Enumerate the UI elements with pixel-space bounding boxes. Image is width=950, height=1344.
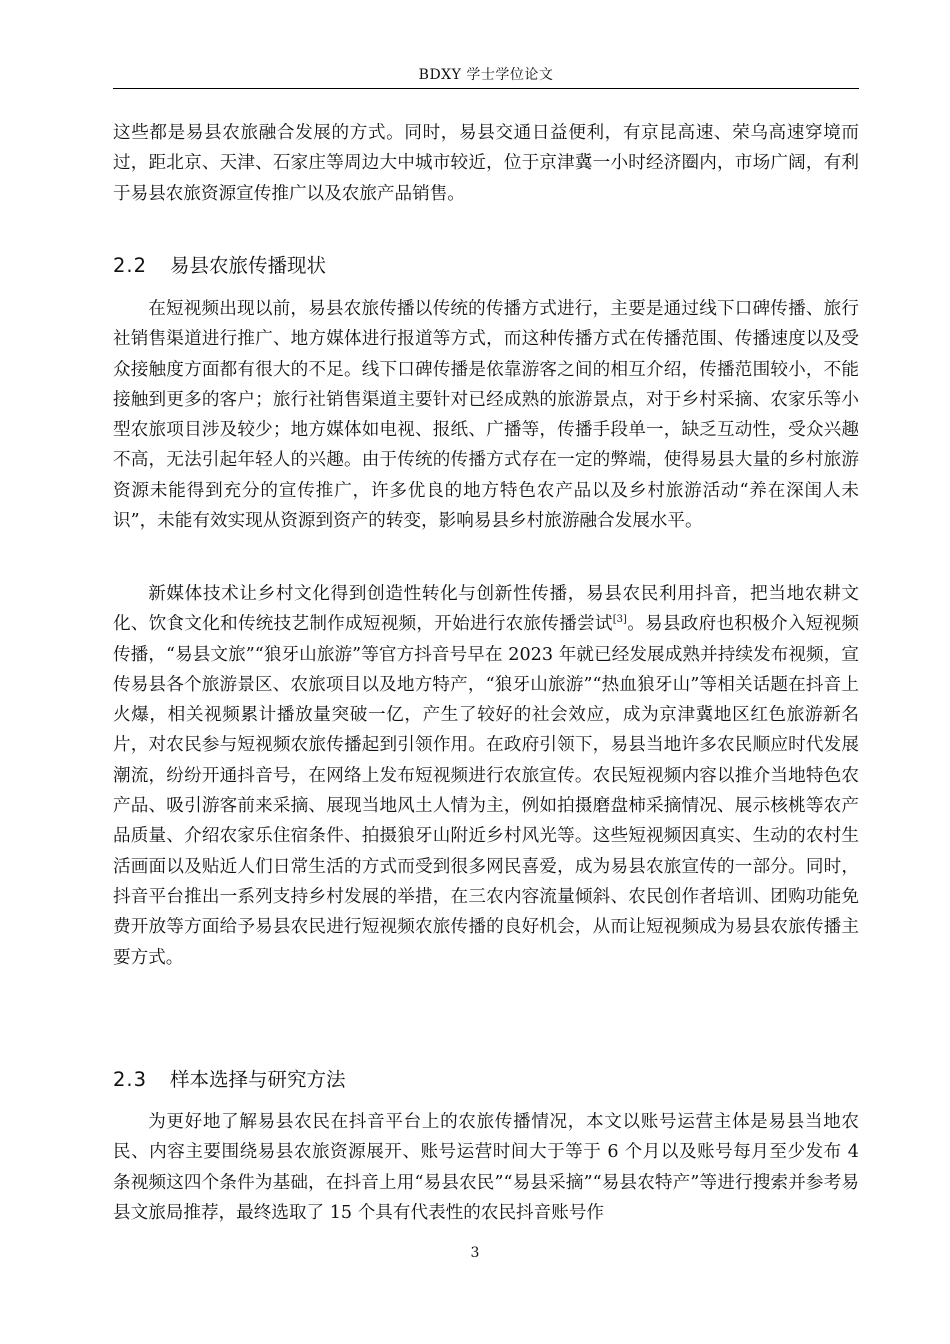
section-2-2-paragraph-2: [113, 579, 859, 973]
section-title: 样本选择与研究方法: [170, 1068, 346, 1091]
section-title: 易县农旅传播现状: [170, 254, 327, 277]
intro-continuation-paragraph: 这些都是易县农旅融合发展的方式。同时，易县交通日益便利，有京昆高速、荣乌高速穿境而过，距北京、天津、石家庄等周边大中城市较近，位于京津冀一小时经济圈内，市场广阔，有利于易县农旅资源宣传推广以及农旅产品销售。: [113, 123, 859, 204]
paragraph-text: 。易县政府也积极介入短视频传播，“易县文旅”“狼牙山旅游”等官方抖音号早在 2023 年就已经发展成熟并持续发布视频，宣传易县各个旅游景区、农旅项目以及地方特产，“狼牙山旅游”“热血狼牙山”等相关话题在抖音上火爆，相关视频累计播放量突破一亿，产生了较好的社会效应，成为京津冀地区红色旅游新名片，对农民参与短视频农旅传播起到引领作用。在政府引领下，易县当地许多农民顺应时代发展潮流，纷纷开通抖音号，在网络上发布短视频进行农旅宣传。农民短视频内容以推介当地特色农产品、吸引游客前来采摘、展现当地风土人情为主，例如拍摄磨盘柿采摘情况、展示核桃等农产品质量、介绍农家乐住宿条件、拍摄狼牙山附近乡村风光等。这些短视频因真实、生动的农村生活画面以及贴近人们日常生活的方式而受到很多网民喜爱，成为易县农旅宣传的一部分。同时，抖音平台推出一系列支持乡村发展的举措，在三农内容流量倾斜、农民创作者培训、团购功能免费开放等方面给予易县农民进行短视频农旅传播的良好机会，从而让短视频成为易县农旅传播主要方式。: [113, 614, 859, 968]
section-2-3-paragraph-1: 为更好地了解易县农民在抖音平台上的农旅传播情况，本文以账号运营主体是易县当地农民、内容主要围绕易县农旅资源展开、账号运营时间大于等于 6 个月以及账号每月至少发布 4 条视频这四个条件为基础，在抖音上用“易县农民”“易县采摘”“易县农特产”等进行搜索并参考易县文旅局推荐，最终选取了 15 个具有代表性的农民抖音账号作: [113, 1112, 859, 1223]
running-header: BDXY 学士学位论文: [113, 64, 859, 89]
citation-marker: [3]: [612, 614, 627, 626]
section-heading-2-3: [113, 1065, 346, 1095]
section-number: 2.2: [113, 254, 148, 277]
section-2-2-paragraph-1: 在短视频出现以前，易县农旅传播以传统的传播方式进行，主要是通过线下口碑传播、旅行社销售渠道进行推广、地方媒体进行报道等方式，而这种传播方式在传播范围、传播速度以及受众接触度方面都有很大的不足。线下口碑传播是依靠游客之间的相互介绍，传播范围较小，不能接触到更多的客户；旅行社销售渠道主要针对已经成熟的旅游景点，对于乡村采摘、农家乐等小型农旅项目涉及较少；地方媒体如电视、报纸、广播等，传播手段单一，缺乏互动性，受众兴趣不高，无法引起年轻人的兴趣。由于传统的传播方式存在一定的弊端，使得易县大量的乡村旅游资源未能得到充分的宣传推广，许多优良的地方特色农产品以及乡村旅游活动“养在深闺人未识”，未能有效实现从资源到资产的转变，影响易县乡村旅游融合发展水平。: [113, 299, 859, 532]
section-heading-2-2: [113, 251, 326, 281]
page-number: 3: [470, 1245, 480, 1261]
paragraph-text: 新媒体技术让乡村文化得到创造性转化与创新性传播，易县农民利用抖音，把当地农耕文化、饮食文化和传统技艺制作成短视频，开始进行农旅传播尝试: [113, 584, 859, 635]
section-number: 2.3: [113, 1068, 148, 1091]
